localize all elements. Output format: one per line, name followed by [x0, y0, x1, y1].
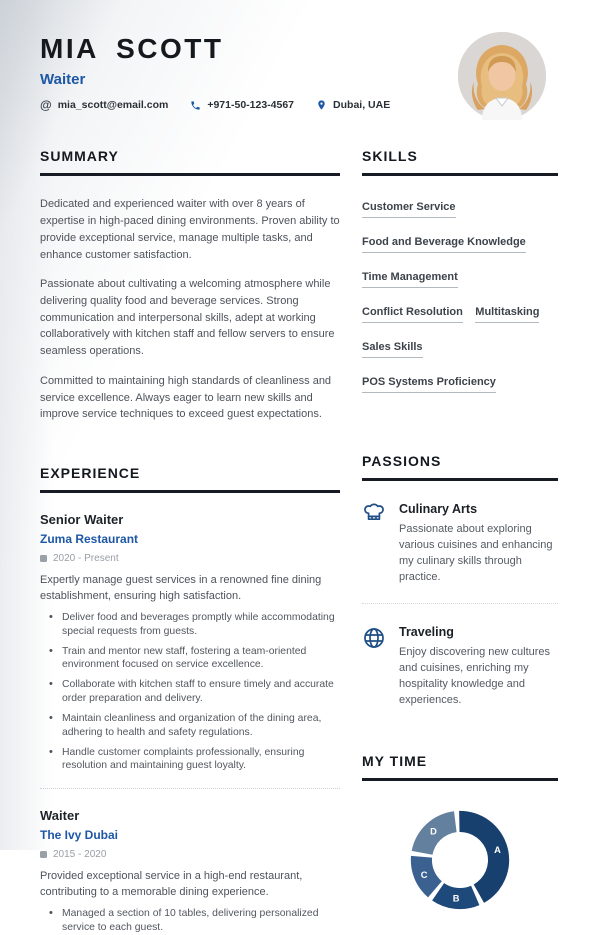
left-column: [40, 148, 340, 934]
job-dates: [40, 553, 340, 564]
contact-phone-text: +971-50-123-4567: [207, 99, 295, 112]
right-column: [362, 148, 558, 934]
job-company: Zuma Restaurant: [40, 532, 139, 547]
contact-email: [40, 98, 168, 112]
summary-paragraph: Passionate about cultivating a welcoming atmosphere while delivering quality food and beverage services. Strong communication and interpersonal skills, adept at working collaboratively with kitchen staff and fellow servers to ensure seamless operations.: [40, 278, 335, 358]
job-dates-text: 2015 - 2020: [53, 849, 107, 861]
job-bullet-list: [40, 611, 340, 773]
person-name: MIA SCOTT: [40, 33, 224, 64]
job-dates-text: 2020 - Present: [53, 553, 119, 565]
job-company: The Ivy Dubai: [40, 828, 119, 843]
skill-tag: POS Systems Proficiency: [362, 376, 496, 393]
contact-email-text: mia_scott@email.com: [57, 99, 169, 112]
passion-item: [362, 625, 558, 709]
my-time-chart-wrap: [362, 801, 558, 919]
profile-photo: [458, 32, 546, 120]
content-columns: [0, 148, 600, 934]
location-icon: [316, 99, 327, 111]
skill-tag: Time Management: [362, 271, 458, 288]
job-description: Expertly manage guest services in a renowned fine dining establishment, ensuring high satisfaction.: [40, 574, 322, 602]
job-bullet: • Managed a section of 10 tables, delivering personalized service to each guest.: [49, 907, 340, 935]
skills-heading: SKILLS: [362, 148, 558, 176]
skills-section: [362, 148, 558, 407]
job-bullet: • Train and mentor new staff, fostering a team-oriented environment focused on service excellence.: [49, 645, 340, 673]
summary-body: [40, 196, 340, 423]
passion-divider: [362, 603, 558, 604]
experience-section: [40, 465, 340, 935]
contact-location-text: Dubai, UAE: [333, 99, 391, 112]
skill-tag: Customer Service: [362, 201, 456, 218]
summary-heading: SUMMARY: [40, 148, 340, 176]
summary-paragraph: Committed to maintaining high standards of cleanliness and service excellence. Always eager to learn new skills and improve service techniques to exceed guest expectations.: [40, 374, 332, 421]
calendar-icon: [40, 851, 47, 858]
job-bullet: • Maintain cleanliness and organization of the dining area, adhering to health and safety regulations.: [49, 712, 340, 740]
donut-segment-label: B: [452, 893, 460, 904]
my-time-donut-chart: [401, 801, 519, 919]
job-bullet: • Collaborate with kitchen staff to ensure timely and accurate order preparation and delivery.: [49, 678, 340, 706]
job-bullet: • Handle customer complaints professionally, ensuring resolution and maintaining guest loyalty.: [49, 746, 340, 774]
contact-location: [316, 99, 390, 111]
job-dates: [40, 849, 340, 860]
person-job-title: Waiter: [40, 71, 86, 89]
contact-phone: [190, 99, 294, 111]
my-time-section: [362, 753, 558, 919]
skill-tag: Sales Skills: [362, 341, 423, 358]
job-description: Provided exceptional service in a high-end restaurant, contributing to a memorable dining experience.: [40, 870, 303, 899]
job-title: Waiter: [40, 808, 80, 824]
passion-text: Enjoy discovering new cultures and cuisines, enriching my hospitality knowledge and experiences.: [399, 646, 551, 706]
job-title: Senior Waiter: [40, 512, 124, 528]
donut-segment-label: C: [420, 869, 428, 880]
calendar-icon: [40, 555, 47, 562]
summary-section: [40, 148, 340, 423]
skill-tag: Multitasking: [475, 306, 539, 323]
chef-hat-icon: [362, 502, 386, 586]
summary-paragraph: Dedicated and experienced waiter with over 8 years of expertise in high-paced dining environments. Proven ability to provide exceptional service, manage multiple tasks, and enhance customer satisfaction.: [40, 198, 340, 261]
phone-icon: [190, 100, 201, 111]
job-entry: [40, 512, 340, 773]
job-bullet: • Deliver food and beverages promptly while accommodating special requests from guests.: [49, 611, 340, 639]
my-time-heading: MY TIME: [362, 753, 558, 781]
passion-item: [362, 502, 558, 586]
donut-segment-label: D: [430, 826, 437, 837]
passions-heading: PASSIONS: [362, 453, 558, 481]
donut-segment-label: A: [494, 844, 501, 855]
passion-title: Culinary Arts: [399, 502, 478, 517]
passion-body: [399, 625, 558, 709]
job-bullet-list: [40, 907, 340, 935]
skill-tag: Conflict Resolution: [362, 306, 463, 323]
passion-title: Traveling: [399, 625, 454, 640]
job-divider: [40, 788, 340, 789]
experience-heading: EXPERIENCE: [40, 465, 340, 493]
passion-text: Passionate about exploring various cuisines and enhancing my culinary skills through practice.: [399, 523, 553, 584]
passions-section: [362, 453, 558, 709]
skill-tag: Food and Beverage Knowledge: [362, 236, 526, 253]
at-icon: @: [40, 98, 52, 113]
globe-icon: [362, 625, 386, 709]
passion-body: [399, 502, 558, 586]
skills-list: [362, 197, 558, 407]
job-entry: [40, 808, 340, 935]
